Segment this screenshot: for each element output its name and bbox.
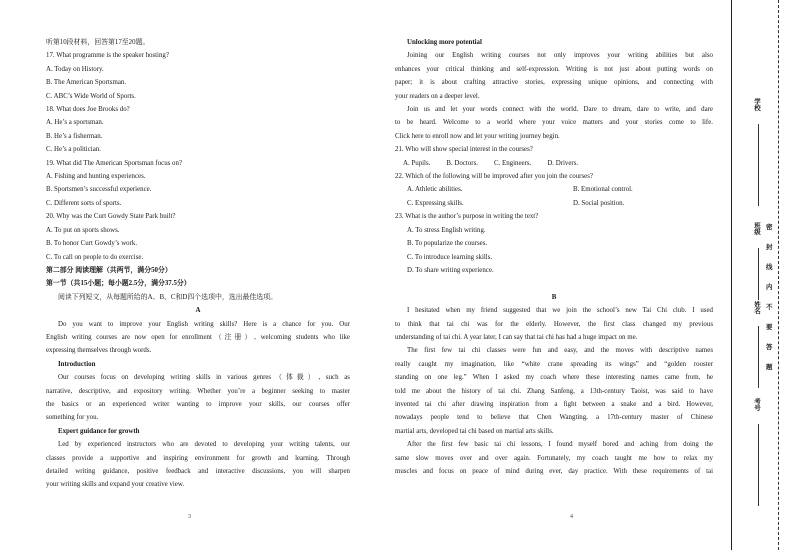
option: C. To introduce learning skills. — [407, 253, 493, 261]
paragraph-line: really caught my imagination, like “white crane spreading its wings” and “golden rooster — [395, 360, 713, 368]
class-field-line — [758, 248, 759, 300]
question-22: 22. Which of the following will be improved after you join the courses? — [395, 173, 593, 181]
option: D. To share writing experience. — [407, 266, 494, 274]
unlocking-heading: Unlocking more potential — [407, 39, 482, 46]
paragraph-line: martial arts, developed tai chi based on martial arts skills. — [395, 427, 554, 435]
paragraph-line: Joining our English writing courses not only improves your writing abilities but also — [407, 52, 713, 60]
part-two-heading: 第二部分 阅读理解（共两节，满分50分） — [46, 266, 172, 274]
paragraph-line: same slow moves over and over again. Fortunately, my coach taught me how to relax my — [395, 454, 713, 462]
option: C. Expressing skills. — [407, 199, 464, 207]
class-label: 班级 — [753, 222, 760, 235]
question-17: 17. What programme is the speaker hosting? — [46, 52, 169, 60]
paragraph-line: the basics or an experienced writer wanting to improve your skills, our courses offer — [46, 400, 350, 408]
option: B. Emotional control. — [573, 186, 633, 194]
option: D. Social position. — [573, 199, 625, 207]
paragraph-line: English writing courses are now open for enrollment（注册）, welcoming students who like — [46, 333, 350, 341]
right-column — [395, 36, 713, 478]
paragraph-line: paper; it is about crafting attractive stories, expressing unique opinions, and connecting with — [395, 79, 713, 87]
option: C. Engineers. — [493, 159, 532, 167]
page-number-left: 3 — [188, 514, 191, 520]
name-field-line — [758, 326, 759, 388]
school-label: 学校 — [753, 98, 760, 111]
introduction-heading: Introduction — [58, 360, 96, 368]
paragraph-line: muscles and focus on peace of mind during ever, day practice. With these requirements of tai — [395, 467, 713, 475]
option: B. The American Sportsman. — [46, 79, 127, 87]
reading-instruction: 阅读下列短文，从每题所给的A、B、C和D四个选项中，选出最佳选项。 — [58, 293, 277, 301]
paragraph-line: something for you. — [46, 414, 99, 422]
question-19: 19. What did The American Sportsman focus on? — [46, 159, 182, 167]
option: B. Doctors. — [446, 159, 478, 167]
passage-a-label: A — [195, 307, 201, 315]
paragraph-line: expressing themselves through words. — [46, 347, 152, 355]
seal-char: 答 — [766, 344, 773, 351]
expert-guidance-heading: Expert guidance for growth — [58, 427, 140, 435]
left-column — [46, 36, 350, 492]
option: A. To stress English writing. — [407, 226, 486, 234]
paragraph-line: to be heard. Welcome to a world where your voice matters and your stories come to life. — [395, 119, 713, 127]
name-label: 姓名 — [753, 301, 760, 314]
paragraph-line: enhances your critical thinking and self-expression. Writing is not just about putting words on — [395, 65, 713, 73]
q21-options — [395, 157, 713, 170]
exam-number-label: 考号 — [753, 398, 760, 411]
seal-char: 内 — [766, 284, 773, 291]
question-23: 23. What is the author’s purpose in writing the text? — [395, 213, 539, 221]
paragraph-line: detailed writing guidance, positive feedback and interactive discussions, you will sharpen — [46, 468, 350, 475]
seal-char: 密 — [766, 224, 773, 231]
paragraph-line: understanding of tai chi. A year later, I can say that tai chi has had a huge impact on me. — [395, 333, 638, 341]
paragraph-line: Led by experienced instructors who are devoted to developing your writing talents, our — [58, 441, 350, 449]
seal-char: 不 — [766, 304, 773, 311]
binding-border — [731, 0, 732, 550]
paragraph-line: your writing skills and expand your creative view. — [46, 481, 185, 489]
section-one-heading: 第一节（共15小题；每小题2.5分，满分37.5分） — [46, 280, 191, 288]
option: B. To honor Curt Gowdy’s work. — [46, 240, 138, 248]
exam-number-field-line — [758, 424, 759, 506]
page-number-right: 4 — [570, 514, 573, 520]
paragraph-line: Our courses focus on developing writing skills in various genres（体裁）, such as — [58, 374, 350, 382]
paragraph-line: After the first few basic tai chi lessons, I found myself bored and aching from doing the — [407, 441, 713, 449]
paragraph-line: Join us and let your words connect with the world. Dare to dream, dare to write, and dare — [407, 106, 713, 114]
option: C. Different sorts of sports. — [46, 199, 122, 207]
option: A. Today on History. — [46, 65, 104, 73]
paragraph-line: narrative, descriptive, and expository writing. Whether you’re a beginner seeking to master — [46, 387, 350, 395]
paragraph-line: told me about the history of tai chi. Zhang Sanfeng, a 13th-century Taoist, was said to have — [395, 387, 713, 395]
paragraph-line: your readers on a deeper level. — [395, 92, 480, 100]
q22-options-row — [395, 183, 713, 196]
seal-dashed-line — [778, 0, 779, 550]
paragraph-line: The first few tai chi classes were fun and easy, and the moves with descriptive names — [407, 347, 713, 355]
seal-char: 线 — [766, 264, 773, 271]
listening-instruction: 听第10段材料，回答第17至20题。 — [46, 39, 150, 46]
paragraph-line: nowadays people tend to believe that Chen Wangting, a 17th-century master of Chinese — [395, 414, 713, 422]
paragraph-line: invented tai chi after drawing inspiration from a fight between a snake and a bird. However, — [395, 400, 713, 408]
school-field-line — [758, 124, 759, 206]
option: A. To put on sports shows. — [46, 226, 120, 234]
question-21: 21. Who will show special interest in the courses? — [395, 146, 533, 154]
paragraph-line: to think that tai chi was for the elderly. However, the first class changed my previous — [395, 320, 713, 328]
paragraph-line: I hesitated when my friend suggested that we join the school’s new Tai Chi club. I used — [407, 307, 713, 315]
option: B. Sportsmen’s successful experience. — [46, 186, 152, 194]
option: C. To call on people to do exercise. — [46, 253, 144, 261]
question-18: 18. What does Joe Brooks do? — [46, 106, 130, 114]
paragraph-line: Click here to enroll now and let your writing journey begin. — [395, 132, 560, 140]
question-20: 20. Why was the Curt Gowdy State Park built? — [46, 213, 176, 221]
option: B. He’s a fisherman. — [46, 132, 103, 140]
option: A. Pupils. — [403, 159, 431, 167]
passage-b-label: B — [551, 293, 557, 301]
option: C. He’s a politician. — [46, 146, 101, 154]
seal-char: 封 — [766, 244, 773, 251]
option: A. Athletic abilities. — [407, 186, 463, 194]
paragraph-line: Do you want to improve your English writing skills? Here is a chance for you. Our — [58, 320, 350, 328]
option: B. To popularize the courses. — [407, 240, 488, 248]
paragraph-line: standing on one leg.” When I asked my coach where these interesting names came from, he — [395, 374, 713, 382]
seal-char: 要 — [766, 324, 773, 331]
seal-char: 题 — [766, 364, 773, 371]
paragraph-line: classes provide a supportive and inspiring environment for growth and learning. Through — [46, 454, 350, 462]
option: C. ABC’s Wide World of Sports. — [46, 92, 136, 100]
option: A. Fishing and hunting experiences. — [46, 173, 146, 181]
option: D. Drivers. — [547, 159, 579, 167]
option: A. He’s a sportsman. — [46, 119, 104, 127]
q22-options-row — [395, 197, 713, 210]
